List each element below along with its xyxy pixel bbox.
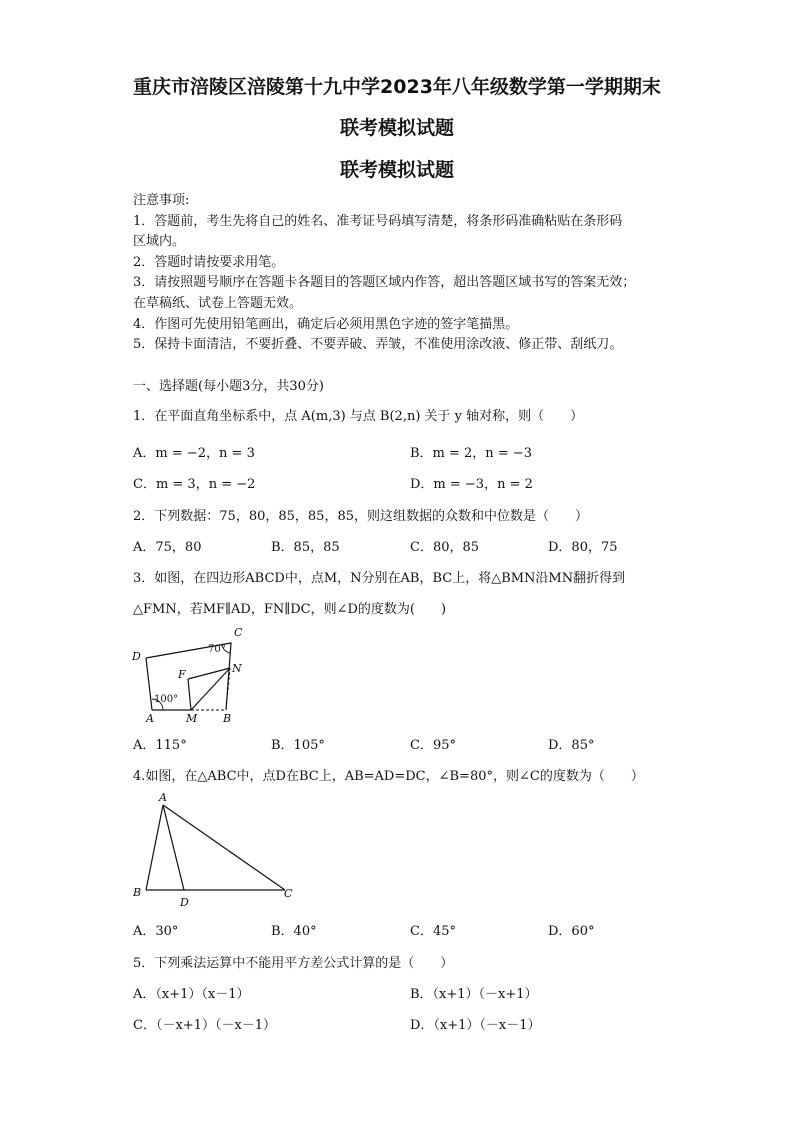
question-3-option-d[interactable]: D．85° [548,738,595,753]
notes-heading: 注意事项: [133,193,190,208]
label-f: F [178,668,186,681]
question-5-stem: 5．下列乘法运算中不能用平方差公式计算的是（ ） [133,956,454,971]
question-1-stem: 1．在平面直角坐标系中，点 A(m,3) 与点 B(2,n) 关于 y 轴对称，则（ ） [133,409,584,424]
question-2-stem: 2．下列数据：75，80，85，85，85，则这组数据的众数和中位数是（ ） [133,509,588,524]
section-heading: 一、选择题(每小题3分，共30分) [133,379,324,394]
exam-title-line-2: 联考模拟试题 [339,117,454,139]
question-3-quadrilateral-figure [128,622,258,726]
question-5-option-b[interactable]: B．（x+1）（－x+1） [410,987,538,1002]
side-bn-dashed [226,668,230,710]
segment-ab [146,805,163,890]
note-item: 3．请按照题号顺序在答题卡各题目的答题区域内作答，超出答题区域书写的答案无效； [133,275,636,290]
segment-fn [188,668,230,679]
label-b: B [133,886,142,899]
question-1-option-d[interactable]: D．m = −3，n = 2 [410,477,533,492]
question-4-option-a[interactable]: A．30° [133,924,179,939]
question-4-triangle-figure [128,790,298,912]
question-3-option-b[interactable]: B．105° [271,738,325,753]
label-a: A [146,712,154,725]
question-1-option-c[interactable]: C．m = 3，n = −2 [133,477,256,492]
label-n: N [232,662,242,675]
question-1-option-a[interactable]: A．m = −2，n = 3 [133,446,255,461]
question-5-option-c[interactable]: C．（－x+1）（－x－1） [133,1018,277,1033]
question-1-option-b[interactable]: B．m = 2，n = −3 [410,446,533,461]
question-2-option-c[interactable]: C．80，85 [410,540,480,555]
question-5-option-a[interactable]: A．（x+1）（x－1） [133,987,250,1002]
note-item: 1．答题前，考生先将自己的姓名、准考证号码填写清楚，将条形码准确粘贴在条形码 [133,214,623,229]
label-b: B [223,712,232,725]
question-3-stem-line-2: △FMN，若MF∥AD，FN∥DC，则∠D的度数为( ) [133,602,447,617]
label-m: M [186,712,198,725]
question-4-option-d[interactable]: D．60° [548,924,595,939]
label-d: D [132,650,141,663]
question-4-option-c[interactable]: C．45° [410,924,456,939]
segment-mn [191,668,230,710]
label-c: C [234,626,243,639]
question-2-option-a[interactable]: A．75，80 [133,540,202,555]
question-3-option-c[interactable]: C．95° [410,738,456,753]
note-item: 在草稿纸、试卷上答题无效。 [133,296,303,311]
question-5-option-d[interactable]: D．（x+1）（－x－1） [410,1018,541,1033]
label-c: C [284,887,293,900]
exam-title-line-3: 联考模拟试题 [339,159,454,181]
exam-title-line-1: 重庆市涪陵区涪陵第十九中学2023年八年级数学第一学期期末 [133,76,661,98]
question-2-option-d[interactable]: D．80，75 [548,540,618,555]
label-a: A [159,791,167,804]
note-item: 区域内。 [133,234,186,249]
angle-a-label: 100° [154,694,179,705]
note-item: 2．答题时请按要求用笔。 [133,255,285,270]
question-3-option-a[interactable]: A．115° [133,738,187,753]
question-4-option-b[interactable]: B．40° [271,924,317,939]
question-2-option-b[interactable]: B．85，85 [271,540,340,555]
side-da [146,658,152,710]
label-d: D [180,896,189,909]
question-4-stem: 4.如图，在△ABC中，点D在BC上，AB=AD=DC，∠B=80°，则∠C的度数为（ ） [133,769,644,784]
segment-fm [188,679,191,710]
note-item: 4．作图可先使用铅笔画出，确定后必须用黑色字迹的签字笔描黑。 [133,317,519,332]
note-item: 5．保持卡面清洁，不要折叠、不要弄破、弄皱，不准使用涂改液、修正带、刮纸刀。 [133,337,623,352]
angle-c-label: 70° [208,644,226,655]
question-3-stem-line-1: 3．如图，在四边形ABCD中，点M，N分别在AB，BC上，将△BMN沿MN翻折得到 [133,571,626,586]
